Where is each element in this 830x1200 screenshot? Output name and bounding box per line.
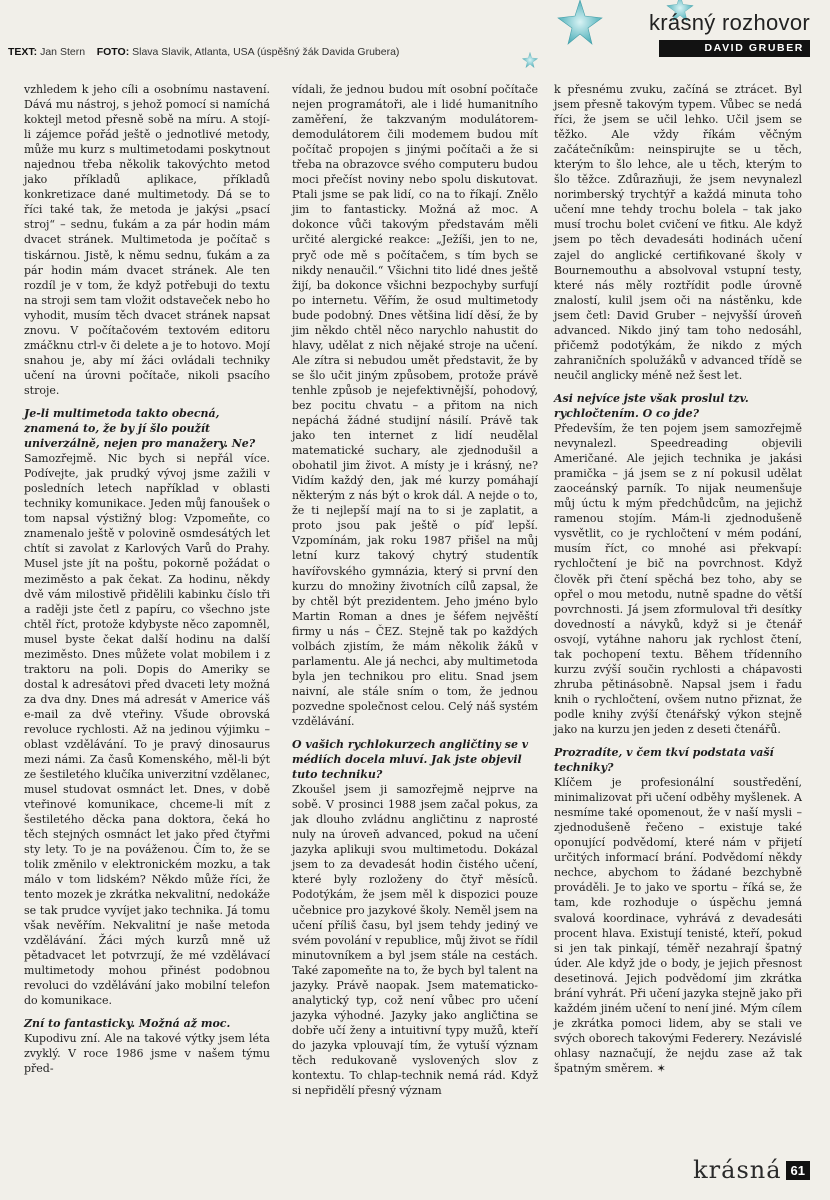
- article-paragraph: vídali, že jednou budou mít osobní počítače nejen programátoři, ale i lidé humanitního zaměření, že takzvaným modulátorem-demodulátorem čili modemem budou mít počítač propojen s jinými počítači a že si třeba na obrazovce svého computeru budou moci přečíst noviny nebo spolu diskutovat. Ptali jsme se pak lidí, co na to říkají. Znělo jim to fantasticky. Možná až moc. A dokonce vůči takovým představám měli určité alergické reakce: „Ježíši, jen to ne, pryč ode mě s počítačem, s tím bych se nikdy nenaučil.“ Všichni tito lidé dnes ještě žijí, ba dokonce všichni bezpochyby surfují po internetu. Věřím, že osud multimetody bude podobný. Dnes většina lidí děsí, že by jim někdo chtěl něco narychlo nahustit do hlavy, udělat z nich nějaké stroje na učení. Ale zítra si nebudou umět představit, že by se šlo učit jiným způsobem, protože právě tenhle způsob je nejefektivnější, pohodový, bez pocitu chvatu – a přitom na nich nepáchá žádné studijní násilí. Právě tak jako ten internet z lidí neudělal matematické suchary, ale zjednodušil a obohatil jim život. A místy je i krásný, ne? Vidím každý den, jak mé kurzy pomáhají některým z nás být o krok dál. A nejde o to, že ti nejlepší mají na to si je zaplatit, a proto jsou pak ještě o píď lepší. Vzpomínám, jak roku 1987 přišel na můj letní kurz takový chytrý studentík havířovského gymnázia, který si první den kurzu do množiny životních cílů zapsal, že by chtěl být prezidentem. Jeho jméno bylo Martin Roman a dnes je šéfem nejvěští firmy u nás – ČEZ. Stejně tak po každých volbách zjistím, že mám několik žáků v parlamentu. Ale já nechci, aby multimetoda byla jen technikou pro elitu. Snad jsem naivní, ale stále sním o tom, že jednou pozvedne společnost celou. Celý náš systém vzdělávání.: [292, 83, 538, 728]
- article-column-2: [292, 82, 538, 1098]
- article-paragraph: Klíčem je profesionální soustředění, minimalizovat při učení odběhy myšlenek. A nesmíme také opomenout, že v naší mysli – zjednodušeně řečeno – existuje také oponující podvědomí, které nám v přijetí určitých informací brání. Podvědomí někdy nechce, abychom to žádané bezchybně prováděli. Je to jako ve sportu – říká se, že tam, kde rozhoduje o úspěchu jemná svalová koordinace, vyhrává z devadesáti procent hlava. Existují tenisté, kteří, pokud si jen tak pinkají, téměř nezahrají špatný úder. Ale když jde o body, je jejich přesnost desetinová. Jejich podvědomí jim zkrátka brání vyhrát. Při učení jazyka stejně jako při každém jiném učení to není jiné. Mým cílem je zkrátka pomoci lidem, aby se stali ve svých oborech takovými Federery. Nezávislé ohlasy naznačují, že nejdu zase až tak špatným směrem. ✶: [554, 776, 802, 1075]
- section-header: [649, 12, 810, 57]
- page-footer: [693, 1156, 810, 1184]
- article-paragraph: Zkoušel jsem ji samozřejmě nejprve na sobě. V prosinci 1988 jsem začal pokus, za jak dlouho zvládnu angličtinu z naprosté nuly na úroveň advanced, pokud na učení jazyka aplikuji svou multimetodu. Dokázal jsem to za devadesát hodin čistého učení, které byly rozloženy do čtyř měsíců. Podotýkám, že jsem měl k dispozici pouze učebnice pro jazykové školy. Neměl jsem na učení příliš času, byl jsem tehdy jediný ve svém povolání v republice, můj život se řídil minutovníkem a byl jsem stále na cestách. Také zapomeňte na to, že bych byl talent na jazyky. Právě naopak. Jsem matematicko-analytický typ, což není vůbec pro učení jazyka výhodné. Jazyky jako angličtina se dobře učí ženy a intuitivní typy mužů, kteří do jazyka vplouvají tím, že vytuší význam těch redukovaně vyslovených slov z kontextu. To chlap-technik nemá rád. Když si nepřidělí přesný význam: [292, 783, 538, 1098]
- article-column-1: [24, 82, 270, 1076]
- article-paragraph: k přesnému zvuku, začíná se ztrácet. Byl jsem přesně takovým typem. Vůbec se nedá říci, že jsem se učil lehko. Učil jsem se těžko. Ale vždy říkám věčným začátečníkům: neinspirujte se u těch, kterým to šlo lehce, ale u těch, kterým to šlo těžce. Zdůrazňuji, že jsem nevynalezl norimberský trychtýř a každá minuta toho učení mne tehdy trochu bolela – tak jako musí trochu bolet cvičení ve fitku. Ale když jsem po těch devadesáti hodinách učení zajel do anglické certifikované školy v Bournemouthu a absolvoval vstupní testy, které nás měly roztřídit podle úrovně znalostí, kulil jsem oči na nástěnku, kde jsem četl: David Gruber – nejvyšší úroveň advanced. Nikdo jiný tam toho nedosáhl, přičemž podotýkám, že nikdo z mých zahraničních spolužáků v advanced třídě se neučil anglicky méně než šest let.: [554, 83, 802, 382]
- interview-question: Prozradíte, v čem tkví podstata vaší techniky?: [554, 746, 774, 775]
- interview-question: Asi nejvíce jste však proslul tzv. rychločtením. O co jde?: [554, 391, 749, 420]
- article-paragraph: Samozřejmě. Nic bych si nepřál více. Podívejte, jak prudký vývoj jsme zažili v posledních letech například v oblasti techniky komunikace. Jeden můj fanoušek o tom napsal výstižný blog: Vzpomeňte, co znamenalo ještě v polovině osmdesátých let chtít si zavolat z Karlových Varů do Prahy. Musel jste jít na poštu, pokorně požádat o meziměsto a pak čekat. Za hodinu, někdy dvě vám milostivě přidělili kabinku číslo tři a raději jste četl z papíru, co všechno jste chtěl říct, protože kdybyste něco zapomněl, musel byste čekat další hodinu na další meziměsto. Dnes můžete volat mobilem i z traktoru na poli. Dopis do Ameriky se dostal k adresátovi před dvaceti lety možná za dva dny. Dnes má adresát v Americe váš e-mail za dvě vteřiny. Všude obrovská revoluce rychlosti. Až na jedinou výjimku – oblast vzdělávání. To je pravý dinosaurus mezi námi. Za časů Komenského, měl-li být ze šestiletého klučíka univerzitní vzdělanec, musel studovat osmnáct let. Dnes, v době vteřinové komunikace, chceme-li mít z šestiletého děcka pana doktora, čeká ho těch stejných osmnáct let jako před čtyřmi sty lety. To je na pováženou. Čím to, že se tolik změnilo v elektronickém mozku, a tak málo v tom lidském? Někdo může říci, že tento mozek je zkrátka nekvalitní, nedokáže se tak prudce vyvíjet jako technika. Já tomu však nevěřím. Nekvalitní je naše metoda vzdělávání. Žáci mých kurzů mně už pětadvacet let potvrzují, že mé vzdělávací multimetody mohou přinést podobnou revoluci do vzdělávání jako mobilní telefon do komunikace.: [24, 452, 270, 1007]
- section-title: krásný rozhovor: [648, 10, 810, 35]
- foto-author: Slava Slavik, Atlanta, USA (úspěšný žák Davida Grubera): [132, 46, 400, 58]
- foto-label: FOTO:: [96, 46, 130, 58]
- text-author: Jan Stern: [40, 46, 86, 58]
- interviewee-name: DAVID GRUBER: [659, 40, 810, 57]
- credits: [8, 46, 399, 58]
- magazine-name: krásná: [693, 1156, 782, 1184]
- article-paragraph: Kupodivu zní. Ale na takové výtky jsem léta zvyklý. V roce 1986 jsme v našem týmu před-: [24, 1031, 270, 1075]
- page-number: 61: [786, 1161, 810, 1180]
- interview-question: O vašich rychlokurzech angličtiny se v médiích docela mluví. Jak jste objevil tuto techniku?: [292, 738, 529, 782]
- interview-question: Zní to fantasticky. Možná až moc.: [24, 1016, 231, 1030]
- article-paragraph: vzhledem k jeho cíli a osobnímu nastavení. Dává mu nástroj, s jehož pomocí si namíchá koktejl metod přesně sobě na míru. A stojí-li zájemce pořád ještě o jednotlivé metody, může mu kurz s multimetodami poskytnout najednou třeba několik takovýchto metod jako příkladů aplikace, příkladů konkretizace dané multimetody. Dá se to říci také tak, že metoda je jakýsi „psací stroj“ – sednu, ťukám a za pár hodin mám dvacet stránek. Multimetoda je počítač s tiskárnou. Jistě, k němu sednu, ťukám a za pár hodin mám dvacet stránek. Ale ten rozdíl je v tom, že když potřebuji do textu na stroji sem tam vložit odstaveček nebo ho vyhodit, musím těch dvacet stránek napsat znovu. V počítačovém textovém editoru zmáčknu ctrl-v či delete a je to hotovo. Mojí snahou je, aby mí žáci ovládali techniky učení na úrovni počítače, nikoli psacího stroje.: [24, 83, 270, 397]
- article-paragraph: Především, že ten pojem jsem samozřejmě nevynalezl. Speedreading objevili Američané. Ale jejich technika je jakási pramička – já jsem se z ní pokusil udělat zaoceánský parník. To nijak neumenšuje můj úctu k mým předchůdcům, na jejichž ramenou stojím. Mám-li zjednodušeně vysvětlit, co je rychločtení v mém podání, musím říct, co mnohé asi překvapí: rychločtení je bič na povrchnost. Když člověk při čtení spěchá bez toho, aby se opřel o mou metodu, nutně spadne do větší povrchnosti. Já jsem zformuloval tři desítky dovedností a návyků, když si je čtenář osvojí, vytáhne nahoru jak rychlost čtení, tak pochopení textu. Během třídenního kurzu zvýší součin rychlosti a chápavosti zhruba pětinásobně. Napsal jsem i řadu knih o rychločtení, ovšem nutno přiznat, že podle knihy zvýší čtenářský výkon stejně jako na kurzu jen jeden z deseti čtenářů.: [554, 422, 802, 736]
- article-column-3: [554, 82, 802, 1076]
- text-label: TEXT:: [8, 46, 38, 58]
- interview-question: Je-li multimetoda takto obecná, znamená to, že by jí šlo použít univerzálně, nejen pro manažery. Ne?: [24, 406, 256, 451]
